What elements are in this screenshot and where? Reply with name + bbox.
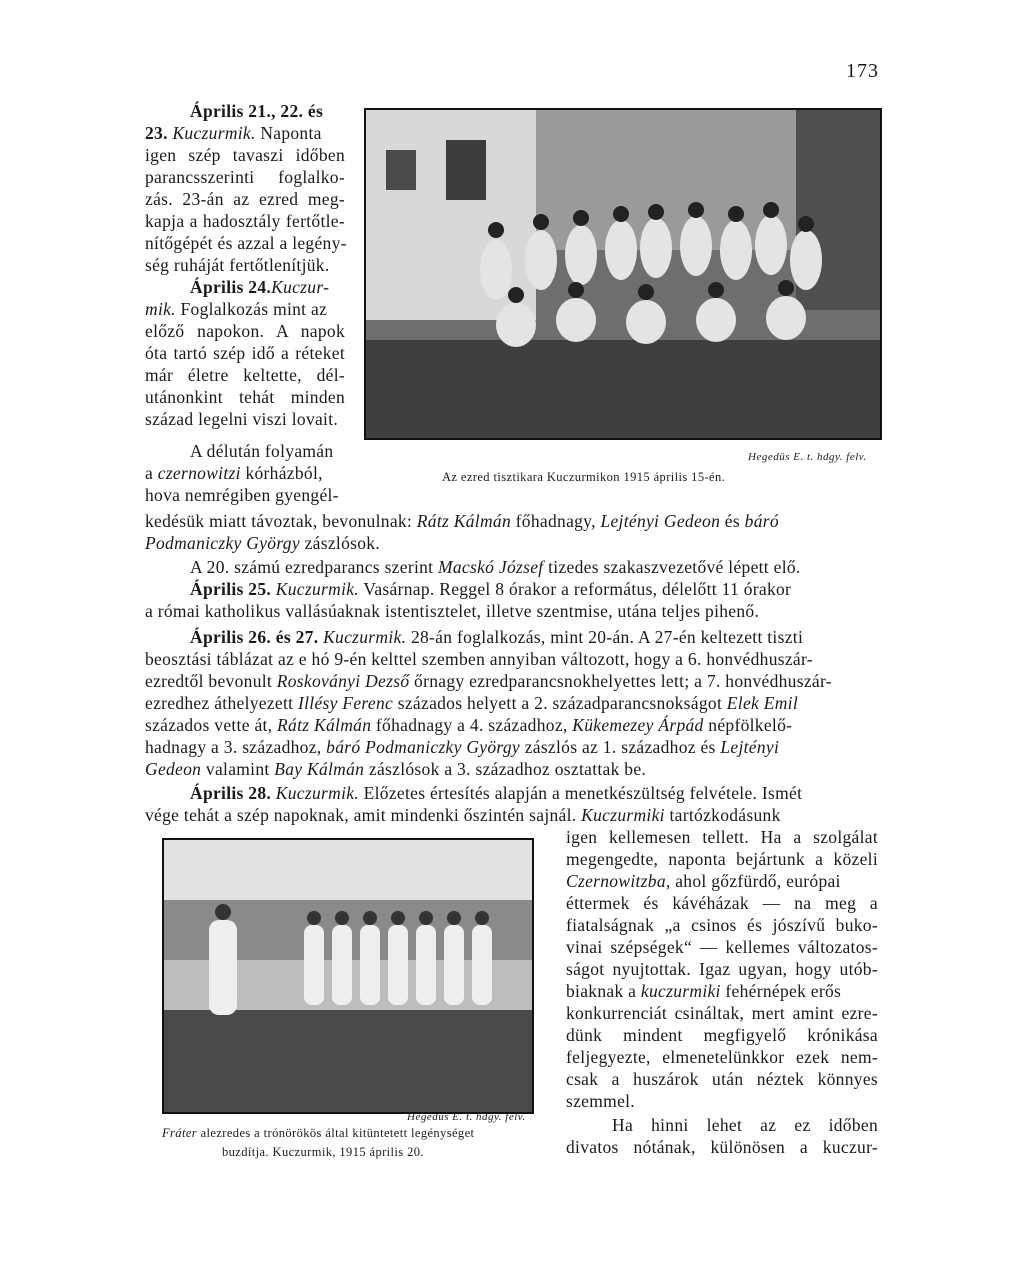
text-line: igen kellemesen tellett. Ha a szolgálat: [566, 827, 878, 847]
text-line: vége tehát a szép napoknak, amit mindenki őszintén sajnál. Kuczurmiki tartózkodásunk: [145, 805, 781, 825]
text-line: dünk mindent megfigyelő krónikása: [566, 1025, 878, 1045]
text-line: kedésük miatt távoztak, bevonulnak: Rátz Kálmán főhadnagy, Lejtényi Gedeon és báró: [145, 511, 779, 531]
text-line: biaknak a kuczurmiki fehérnépek erős: [566, 981, 842, 1001]
text-line: Podmaniczky György zászlósok.: [145, 533, 381, 553]
text-line: ezredhez áthelyezett Illésy Ferenc százados helyett a 2. századparancsnokságot Elek Emil: [145, 693, 799, 713]
page-number: 173: [846, 60, 879, 82]
text-line: Czernowitzba, ahol gőzfürdő, európai: [566, 871, 841, 891]
text-line: Április 26. és 27. Kuczurmik. 28-án foglalkozás, mint 20-án. A 27-én keltezett tiszti: [190, 627, 804, 647]
text-line: mik. Foglalkozás mint az: [145, 299, 328, 319]
text-line: divatos nótának, különösen a kuczur-: [566, 1137, 878, 1157]
text-line: csak a huszárok után néztek könnyes: [566, 1069, 878, 1089]
text-line: megengedte, naponta bejártunk a közeli: [566, 849, 878, 869]
text-line: óta tartó szép idő a réteket: [145, 343, 345, 363]
text-line: Április 21., 22. és: [190, 101, 324, 121]
text-line: A délután folyamán: [190, 441, 334, 461]
photo2-caption-rest: alezredes a trónörökös által kitüntetett legénységet: [197, 1126, 475, 1140]
text-line: ség ruháját fertőtlenítjük.: [145, 255, 330, 275]
text-line: vinai szépségek“ — kellemes változatos-: [566, 937, 878, 957]
photo2-credit: Hegedüs E. t. hdgy. felv.: [407, 1111, 526, 1123]
text-line: már életre keltette, dél-: [145, 365, 345, 385]
text-line: konkurrenciát csináltak, mert amint ezre-: [566, 1003, 878, 1023]
text-line: a czernowitzi kórházból,: [145, 463, 323, 483]
text-line: a római katholikus vallásúaknak istentisztelet, illetve szentmise, utána teljes pihenő.: [145, 601, 760, 621]
text-line: fiatalságnak „a csinos és jószívű buko-: [566, 915, 878, 935]
text-line: Ha hinni lehet az ez időben: [612, 1115, 878, 1135]
photo2-caption-line2: buzdítja. Kuczurmik, 1915 április 20.: [222, 1145, 424, 1159]
text-line: Április 24.Kuczur-: [190, 277, 330, 297]
text-line: éttermek és kávéházak — na meg a: [566, 893, 878, 913]
text-line: utánonkint tehát minden: [145, 387, 345, 407]
text-line: szemmel.: [566, 1091, 635, 1111]
text-line: ezredtől bevonult Roskoványi Dezső őrnagy ezredparancsnokhelyettes lett; a 7. honvédhuszár-: [145, 671, 832, 691]
text-line: parancsszerinti foglalko-: [145, 167, 345, 187]
text-line: százados vette át, Rátz Kálmán főhadnagy a 4. századhoz, Kükemezey Árpád népfölkelő-: [145, 715, 793, 735]
soldiers-photo: [162, 838, 534, 1114]
text-line: A 20. számú ezredparancs szerint Macskó József tizedes szakaszvezetővé lépett elő.: [190, 557, 801, 577]
text-line: Gedeon valamint Bay Kálmán zászlósok a 3. századhoz osztattak be.: [145, 759, 647, 779]
text-line: feljegyezte, elmenetelünkkor ezek nem-: [566, 1047, 878, 1067]
photo2-caption-name: Fráter: [162, 1126, 198, 1140]
photo1-caption: Az ezred tisztikara Kuczurmikon 1915 április 15-én.: [442, 470, 726, 484]
text-line: igen szép tavaszi időben: [145, 145, 345, 165]
text-line: Április 28. Kuczurmik. Előzetes értesítés alapján a menetkészültség felvétele. Ismét: [190, 783, 803, 803]
text-line: hadnagy a 3. századhoz, báró Podmaniczky György zászlós az 1. századhoz és Lejtényi: [145, 737, 780, 757]
text-line: 23. Kuczurmik. Naponta: [145, 123, 322, 143]
text-line: nítőgépét és azzal a legény-: [145, 233, 347, 253]
text-line: zás. 23-án az ezred meg-: [145, 189, 345, 209]
text-line: hova nemrégiben gyengél-: [145, 485, 339, 505]
photo2-caption-line1: [162, 1126, 474, 1141]
officers-group-photo: [364, 108, 882, 440]
text-line: ságot nyujtottak. Igaz ugyan, hogy utób-: [566, 959, 878, 979]
text-line: beosztási táblázat az e hó 9-én kelttel szemben annyiban változott, hogy a 6. honvédhuszár-: [145, 649, 813, 669]
text-line: Április 25. Kuczurmik. Vasárnap. Reggel 8 órakor a református, délelőtt 11 órakor: [190, 579, 792, 599]
text-line: század legelni viszi lovait.: [145, 409, 339, 429]
photo1-credit: Hegedüs E. t. hdgy. felv.: [748, 451, 867, 463]
text-line: kapja a hadosztály fertőtle-: [145, 211, 345, 231]
text-line: előző napokon. A napok: [145, 321, 345, 341]
